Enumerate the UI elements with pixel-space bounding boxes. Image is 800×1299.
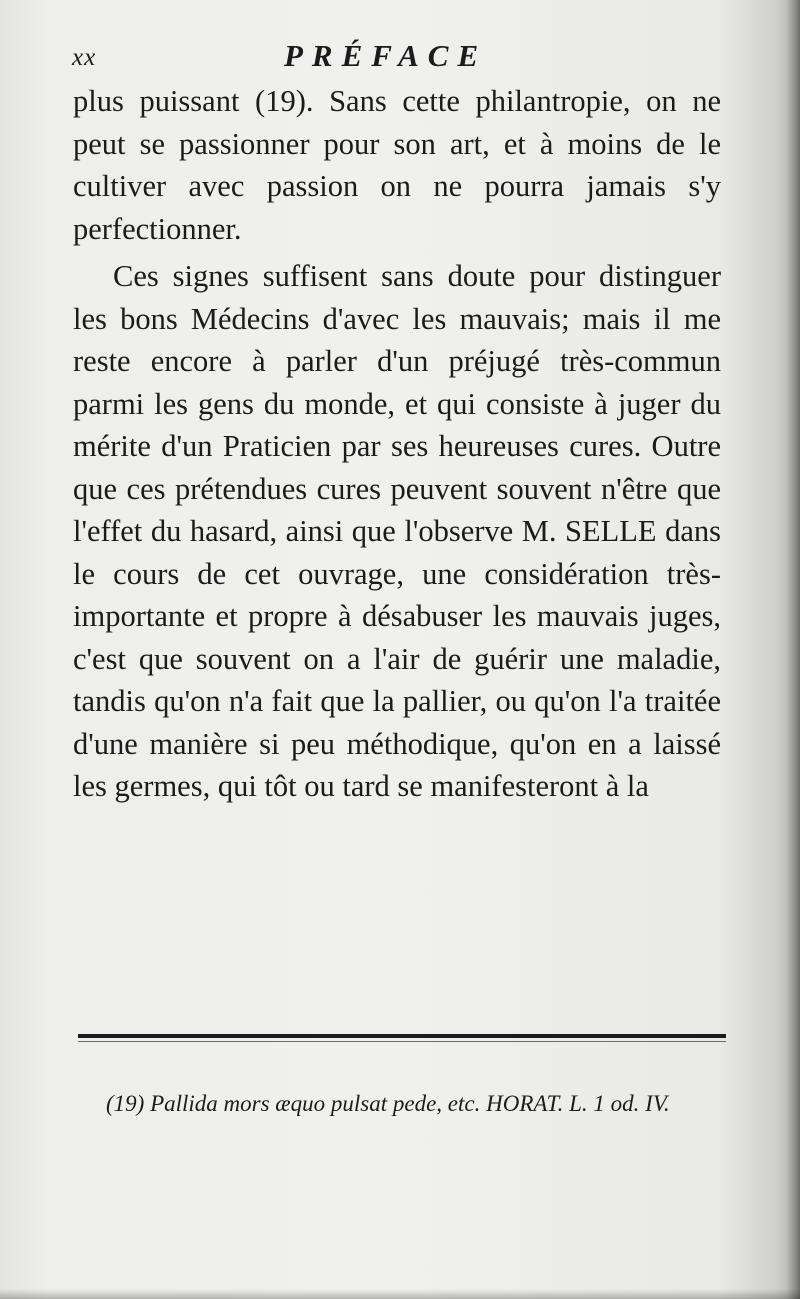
footnote-separator-rule <box>78 1034 726 1038</box>
footnote-separator-thin-rule <box>78 1041 726 1042</box>
page-bottom-shadow <box>0 1289 800 1299</box>
page-number: xx <box>72 44 97 71</box>
footnote <box>78 1088 738 1120</box>
paragraph-2: Ces signes suffisent sans doute pour distinguer les bons Médecins d'avec les mauvais; mais il me reste encore à parler d'un préjugé très-commun parmi les gens du monde, et qui consiste à juger du mérite d'un Praticien par ses heureuses cures. Outre que ces prétendues cures peuvent souvent n'être que l'effet du hasard, ainsi que l'observe M. SELLE dans le cours de cet ouvrage, une considération très-importante et propre à désabuser les mauvais juges, c'est que souvent on a l'air de guérir une maladie, tandis qu'on n'a fait que la pallier, ou qu'on l'a traitée d'une manière si peu méthodique, qu'on en a laissé les germes, qui tôt ou tard se manifesteront à la <box>73 259 721 803</box>
paragraph-1: plus puissant (19). Sans cette philantropie, on ne peut se passionner pour son art, et à moins de le cultiver avec passion on ne pourra jamais s'y perfectionner. <box>73 84 721 246</box>
running-title: PRÉFACE <box>284 38 488 73</box>
body-text <box>73 80 721 808</box>
footnote-text: (19) Pallida mors æquo pulsat pede, etc. HORAT. L. 1 od. IV. <box>106 1091 670 1116</box>
page-header <box>72 38 732 78</box>
page-edge-shadow <box>786 0 800 1299</box>
